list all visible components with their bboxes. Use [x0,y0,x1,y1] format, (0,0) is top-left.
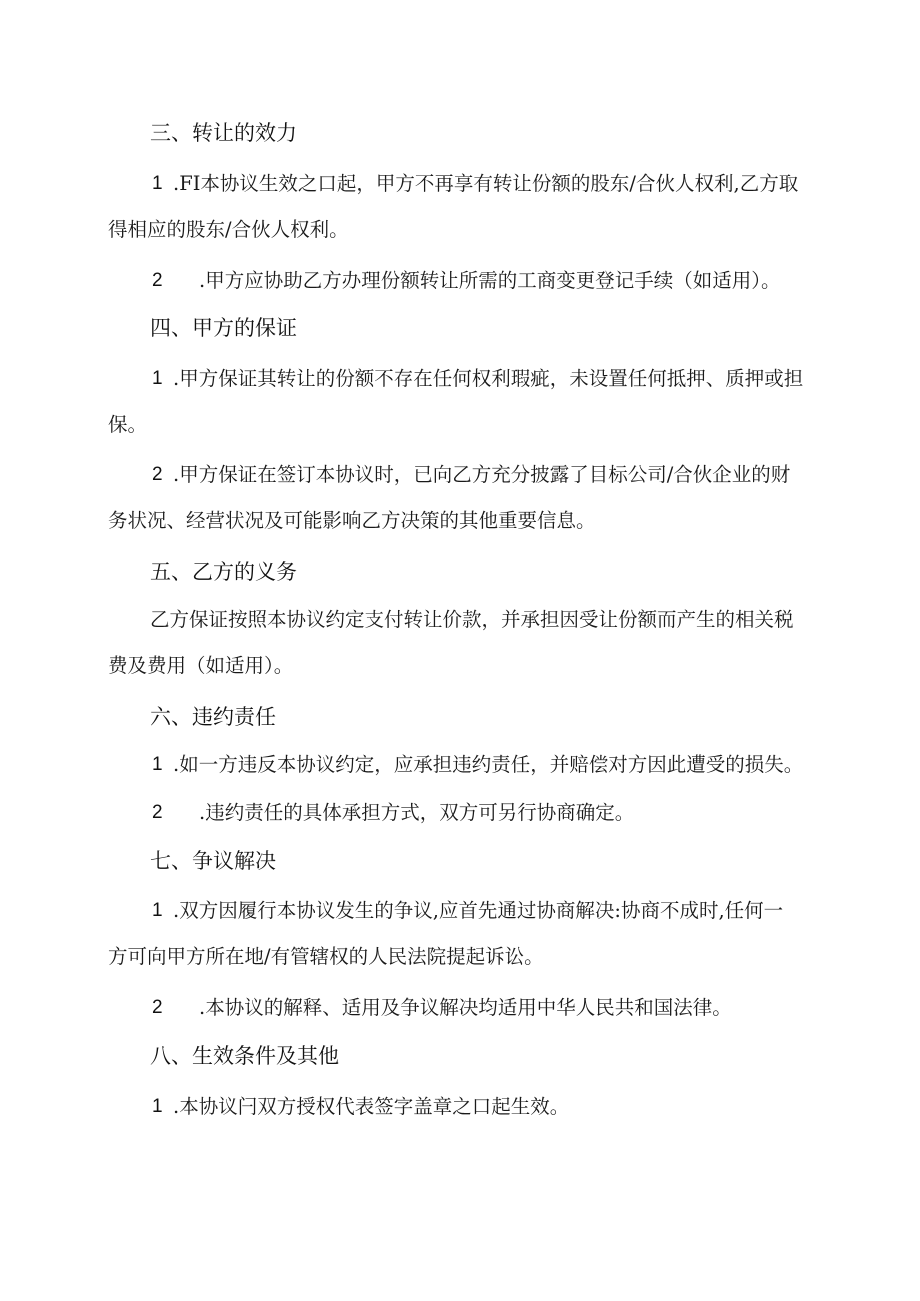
item-text-line: .甲方保证在签订本协议时，已向乙方充分披露了目标公司/合伙企业的财 [173,463,791,486]
item-text-line: .违约责任的具体承担方式，双方可另行协商确定。 [199,801,635,824]
item-number: 1 [152,173,163,194]
section-heading-3: 三、转让的效力 [150,121,297,145]
item-text-line: 得相应的股东/合伙人权利。 [108,218,349,241]
item-number: 2 [152,464,163,485]
paragraph-line: 费及费用（如适用）。 [108,654,294,677]
paragraph-line: 乙方保证按照本协议约定支付转让价款，并承担因受让份额而产生的相关税 [150,608,794,631]
item-text-line: .甲方保证其转让的份额不存在任何权利瑕疵，未设置任何抵押、质押或担 [173,367,804,390]
item-text-line: .双方因履行本协议发生的争议,应首先通过协商解决:协商不成时,任何一 [173,899,784,922]
item-text-line: 方可向甲方所在地/有管辖权的人民法院提起诉讼。 [108,945,544,968]
item-text-line: 保。 [108,413,148,436]
section-heading-5: 五、乙方的义务 [150,560,297,584]
item-number: 2 [152,802,163,823]
item-number: 1 [152,900,163,921]
item-text-line: .甲方应协助乙方办理份额转让所需的工商变更登记手续（如适用）。 [199,269,781,292]
item-number: 2 [152,270,163,291]
item-text-line: 务状况、经营状况及可能影响乙方决策的其他重要信息。 [108,509,596,532]
section-heading-7: 七、争议解决 [150,849,276,873]
item-number: 1 [152,1096,163,1117]
item-text-line: .FI本协议生效之口起，甲方不再享有转让份额的股东/合伙人权利,乙方取 [173,172,799,195]
item-text-line: .如一方违反本协议约定，应承担违约责任，并赔偿对方因此遭受的损失。 [173,753,804,776]
item-text-line: .本协议的解释、适用及争议解决均适用中华人民共和国法律。 [199,996,732,1019]
item-text-line: .本协议闩双方授权代表签字盖章之口起生效。 [173,1095,570,1118]
section-heading-4: 四、甲方的保证 [150,316,297,340]
item-number: 1 [152,368,163,389]
item-number: 2 [152,997,163,1018]
section-heading-6: 六、违约责任 [150,705,276,729]
item-number: 1 [152,754,163,775]
section-heading-8: 八、生效条件及其他 [150,1044,339,1068]
